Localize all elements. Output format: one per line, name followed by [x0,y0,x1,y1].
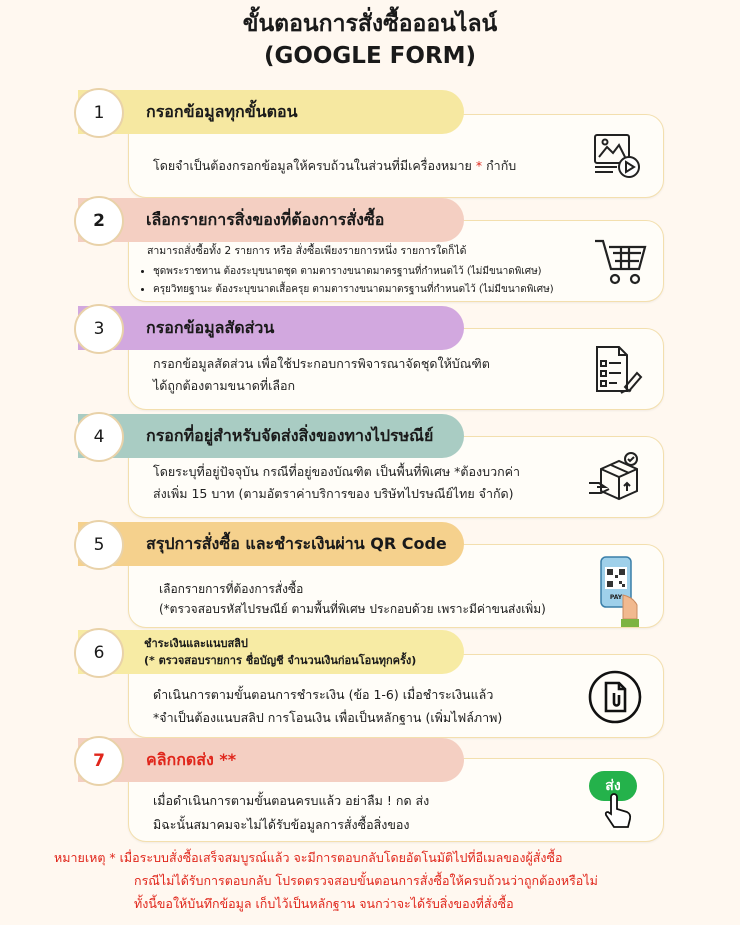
list-item: • ชุดพระราชทาน ต้องระบุขนาดชุด ตามตารางขนาดมาตรฐานที่กำหนดไว้ (ไม่มีขนาดพิเศษ) [153,263,605,281]
step-title: กรอกข้อมูลสัดส่วน [146,318,275,337]
step-number: 3 [74,304,124,354]
page-title [0,8,740,72]
document-media-icon [591,129,643,181]
step-number: 7 [74,736,124,786]
step-2 [74,198,666,304]
step-title: ชำระเงินและแนบสลิป (* ตรวจสอบรายการ ชื่อบัญชี จำนวนเงินก่อนโอนทุกครั้ง) [144,637,417,667]
step-1 [74,90,666,198]
step-description: กรอกข้อมูลสัดส่วน เพื่อใช้ประกอบการพิจารณาจัดชุดให้บัณฑิต ได้ถูกต้องตามขนาดที่เลือก [153,356,490,393]
step-description: โดยระบุที่อยู่ปัจจุบัน กรณีที่อยู่ของบัณฑิต เป็นพื้นที่พิเศษ *ต้องบวกค่า ส่งเพิ่ม 15 บาท (ตามอัตราค่าบริการของ บริษัทไปรษณีย์ไทย จำกัด) [153,464,521,501]
step-number: 6 [74,628,124,678]
step-title-bar [78,630,464,674]
step-7 [74,738,666,844]
step-title: สรุปการสั่งซื้อ และชำระเงินผ่าน QR Code [146,534,447,553]
step-title-bar [78,414,464,458]
step-title: เลือกรายการสิ่งของที่ต้องการสั่งซื้อ [146,210,385,229]
step-number: 2 [74,196,124,246]
remark-note: หมายเหตุ * เมื่อระบบสั่งซื้อเสร็จสมบูรณ์แล้ว จะมีการตอบกลับโดยอัตโนมัติไปที่อีเมลของผู้สั่งซื้อ กรณีไม่ได้รับการตอบกลับ โปรดตรวจสอบขั้นตอนการสั่งซื้อให้ครบถ้วนว่าถูกต้องหรือไม่ ทั้งนี้ขอให้บันทึกข้อมูล เก็บไว้เป็นหลักฐาน จนกว่าจะได้รับสิ่งของที่สั่งซื้อ [54,850,598,911]
step-title: กรอกข้อมูลทุกขั้นตอน [146,102,298,121]
step-description: เลือกรายการที่ต้องการสั่งซื้อ (*ตรวจสอบรหัสไปรษณีย์ ตามพื้นที่พิเศษ ประกอบด้วย เพราะมีค่าขนส่งเพิ่ม) [159,582,546,616]
list-item: • ครุยวิทยฐานะ ต้องระบุขนาดเสื้อครุย ตามตารางขนาดมาตรฐานที่กำหนดไว้ (ไม่มีขนาดพิเศษ) [153,281,605,299]
step-title: กรอกที่อยู่สำหรับจัดส่งสิ่งของทางไปรษณีย์ [146,426,434,445]
title-line-1: ขั้นตอนการสั่งซื้อออนไลน์ [242,11,498,37]
step-title-bar [78,90,464,134]
step-title-bar [78,306,464,350]
title-line-2: (GOOGLE FORM) [263,43,477,69]
send-label: ส่ง [589,771,637,801]
step-title-bar [78,522,464,566]
required-star: * [475,158,483,173]
step-description: สามารถสั่งซื้อทั้ง 2 รายการ หรือ สั่งซื้อเพียงรายการหนึ่ง รายการใดก็ได้ [147,245,467,257]
step-4 [74,414,666,520]
step-description: เมื่อดำเนินการตามขั้นตอนครบแล้ว อย่าลืม ! กด ส่ง มิฉะนั้นสมาคมจะไม่ได้รับข้อมูลการสั่งซื้อสิ่งของ [153,793,430,832]
package-delivery-icon [587,449,643,505]
qr-payment-phone-icon [597,555,641,629]
step-number: 4 [74,412,124,462]
step-6 [74,630,666,738]
step-title-bar [78,198,464,242]
step-5 [74,522,666,630]
step-title-bar [78,738,464,782]
shopping-cart-icon [593,235,649,287]
step-description: ดำเนินการตามขั้นตอนการชำระเงิน (ข้อ 1-6) เมื่อชำระเงินแล้ว *จำเป็นต้องแนบสลิป การโอนเงิน เพื่อเป็นหลักฐาน (เพิ่มไฟล์ภาพ) [153,687,503,725]
pay-label: PAY [609,594,623,601]
step-3 [74,306,666,412]
step-description: โดยจำเป็นต้องกรอกข้อมูลให้ครบถ้วนในส่วนที่มีเครื่องหมาย * กำกับ [153,158,517,173]
step-title: คลิกกดส่ง ** [146,750,237,769]
step-number: 5 [74,520,124,570]
attachment-file-icon [587,669,643,725]
pointer-hand-icon [603,793,633,831]
send-button-icon [585,771,641,831]
options-list [135,263,605,299]
step-number: 1 [74,88,124,138]
form-writing-icon [591,343,643,397]
